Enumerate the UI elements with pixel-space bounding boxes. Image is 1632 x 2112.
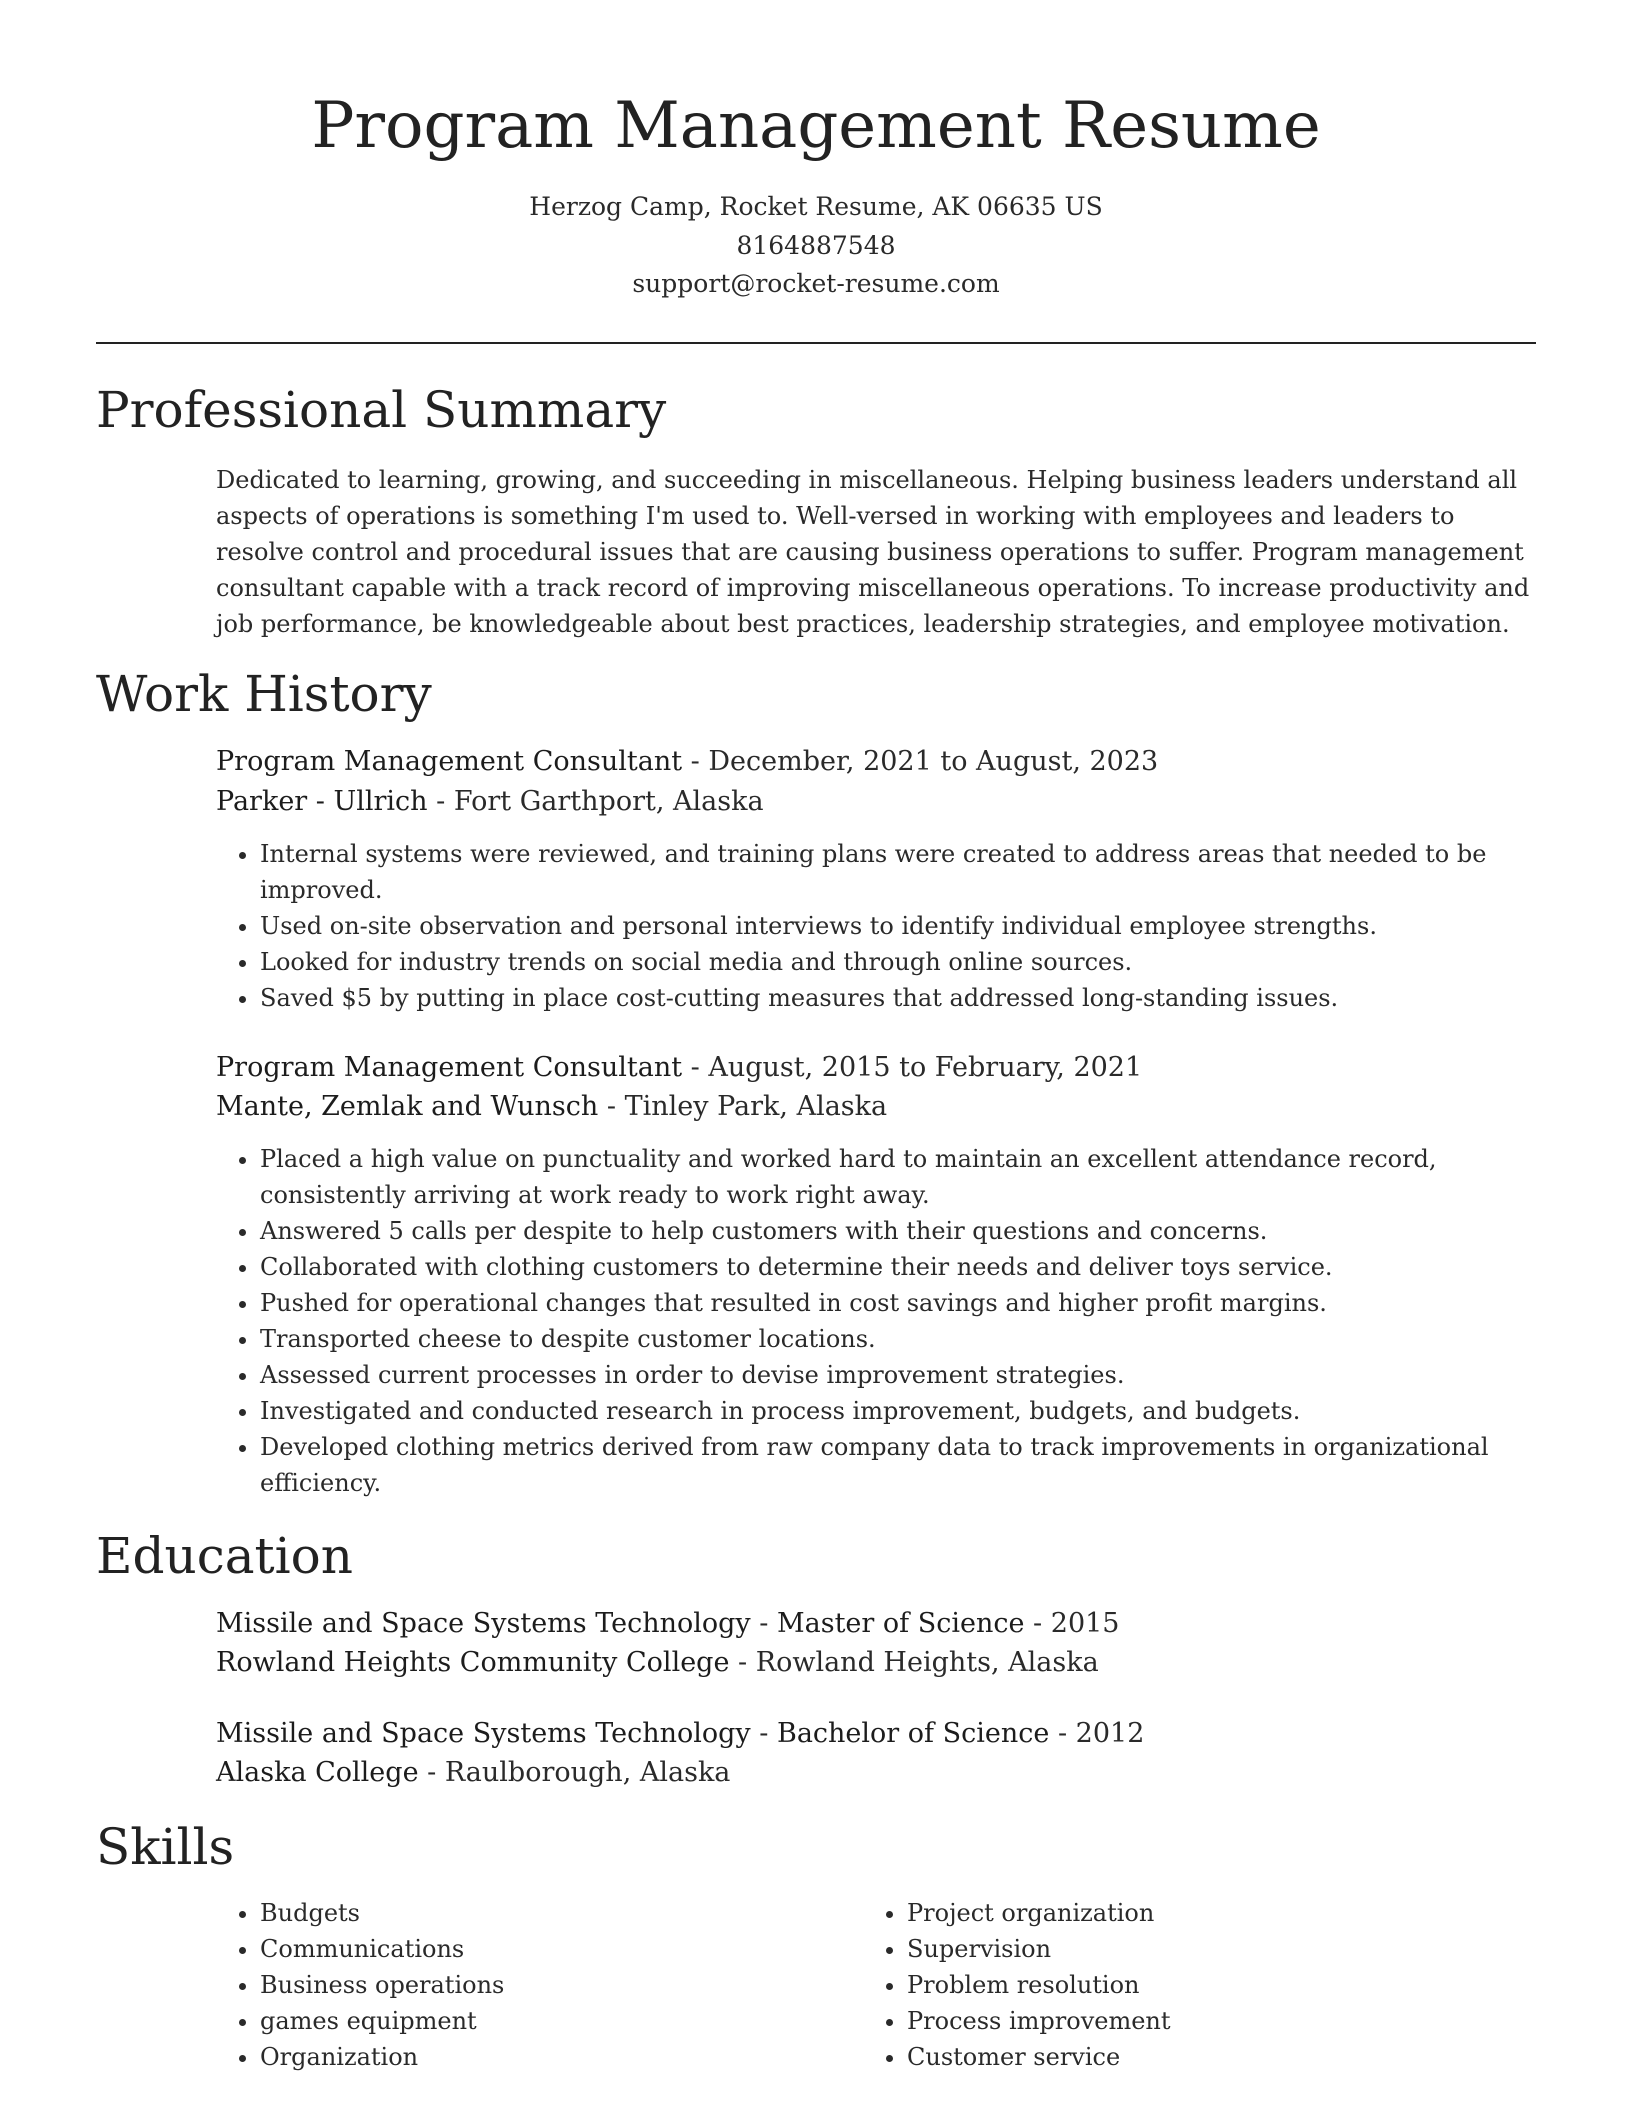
education-2-school-line: [216, 1753, 730, 1793]
education-location: Raulborough, Alaska: [444, 1757, 731, 1788]
list-item: • Looked for industry trends on social media and through online sources.: [260, 944, 1580, 980]
separator: -: [598, 1091, 625, 1122]
education-1-school-line: [216, 1643, 1099, 1683]
list-item: • Project organization: [907, 1895, 1467, 1931]
job-title: Program Management Consultant: [216, 746, 683, 777]
job-1-employer-line: [216, 782, 764, 822]
work-history-heading: Work History: [96, 665, 432, 723]
education-location: Rowland Heights, Alaska: [755, 1647, 1099, 1678]
job-title: Program Management Consultant: [216, 1052, 683, 1083]
contact-email: support@rocket-resume.com: [632, 269, 1000, 298]
education-2-degree-line: [216, 1714, 1144, 1754]
separator: -: [682, 1052, 709, 1083]
separator: -: [729, 1647, 756, 1678]
education-year: 2012: [1075, 1718, 1145, 1749]
job-1-bullets: [216, 836, 1580, 1016]
education-field: Missile and Space Systems Technology: [216, 1608, 751, 1639]
list-item: • Supervision: [907, 1931, 1467, 1967]
separator: -: [418, 1757, 445, 1788]
separator: -: [682, 746, 709, 777]
separator: -: [750, 1718, 777, 1749]
education-school: Rowland Heights Community College: [216, 1647, 730, 1678]
list-item: • Saved $5 by putting in place cost-cutting measures that addressed long-standing issues.: [260, 980, 1580, 1016]
education-degree: Master of Science: [776, 1608, 1025, 1639]
list-item: • Assessed current processes in order to devise improvement strategies.: [260, 1357, 1580, 1393]
list-item: • Placed a high value on punctuality and worked hard to maintain an excellent attendance record, consistently arriving at work ready to work right away.: [260, 1141, 1580, 1213]
job-dates: December, 2021 to August, 2023: [708, 746, 1159, 777]
contact-address: Herzog Camp, Rocket Resume, AK 06635 US: [529, 192, 1103, 221]
list-item: • Customer service: [907, 2039, 1467, 2075]
list-item: • Developed clothing metrics derived from raw company data to track improvements in organizational efficiency.: [260, 1429, 1580, 1501]
skills-heading: Skills: [96, 1818, 235, 1876]
job-location: Fort Garthport, Alaska: [453, 786, 764, 817]
list-item: • Communications: [260, 1931, 820, 1967]
education-degree: Bachelor of Science: [776, 1718, 1050, 1749]
education-school: Alaska College: [216, 1757, 419, 1788]
skills-list-right: [863, 1895, 1467, 2075]
summary-heading: Professional Summary: [96, 381, 667, 439]
list-item: • Problem resolution: [907, 1967, 1467, 2003]
list-item: • Used on-site observation and personal interviews to identify individual employee strengths.: [260, 908, 1580, 944]
education-1-degree-line: [216, 1604, 1119, 1644]
separator: -: [427, 786, 454, 817]
list-item: • Internal systems were reviewed, and training plans were created to address areas that needed to be improved.: [260, 836, 1580, 908]
separator: -: [750, 1608, 777, 1639]
header-divider: [96, 342, 1536, 344]
list-item: • Collaborated with clothing customers to determine their needs and deliver toys service.: [260, 1249, 1580, 1285]
job-employer: Mante, Zemlak and Wunsch: [216, 1091, 599, 1122]
list-item: • Organization: [260, 2039, 820, 2075]
job-2-bullets: [216, 1141, 1580, 1501]
list-item: • Process improvement: [907, 2003, 1467, 2039]
education-year: 2015: [1050, 1608, 1120, 1639]
job-2-employer-line: [216, 1087, 887, 1127]
separator: -: [1049, 1718, 1076, 1749]
summary-text: Dedicated to learning, growing, and succeeding in miscellaneous. Helping business leaders understand all aspects of operations is something I'm used to. Well-versed in working with employees and leaders to resolve control and procedural issues that are causing business operations to suffer. Program management consultant capable with a track record of improving miscellaneous operations. To increase productivity and job performance, be knowledgeable about best practices, leadership strategies, and employee motivation.: [216, 466, 1530, 638]
skills-list-left: [216, 1895, 820, 2075]
list-item: • Pushed for operational changes that resulted in cost savings and higher profit margins.: [260, 1285, 1580, 1321]
list-item: • Budgets: [260, 1895, 820, 1931]
list-item: • Business operations: [260, 1967, 820, 2003]
separator: -: [1024, 1608, 1051, 1639]
job-2-title-line: [216, 1048, 1142, 1088]
contact-phone: 8164887548: [736, 231, 896, 260]
job-1-title-line: [216, 742, 1158, 782]
list-item: • Transported cheese to despite customer locations.: [260, 1321, 1580, 1357]
list-item: • Investigated and conducted research in process improvement, budgets, and budgets.: [260, 1393, 1580, 1429]
resume-title: Program Management Resume: [311, 89, 1321, 163]
list-item: • Answered 5 calls per despite to help customers with their questions and concerns.: [260, 1213, 1580, 1249]
job-location: Tinley Park, Alaska: [624, 1091, 888, 1122]
job-employer: Parker - Ullrich: [216, 786, 428, 817]
education-field: Missile and Space Systems Technology: [216, 1718, 751, 1749]
education-heading: Education: [96, 1527, 353, 1585]
list-item: • games equipment: [260, 2003, 820, 2039]
job-dates: August, 2015 to February, 2021: [708, 1052, 1143, 1083]
